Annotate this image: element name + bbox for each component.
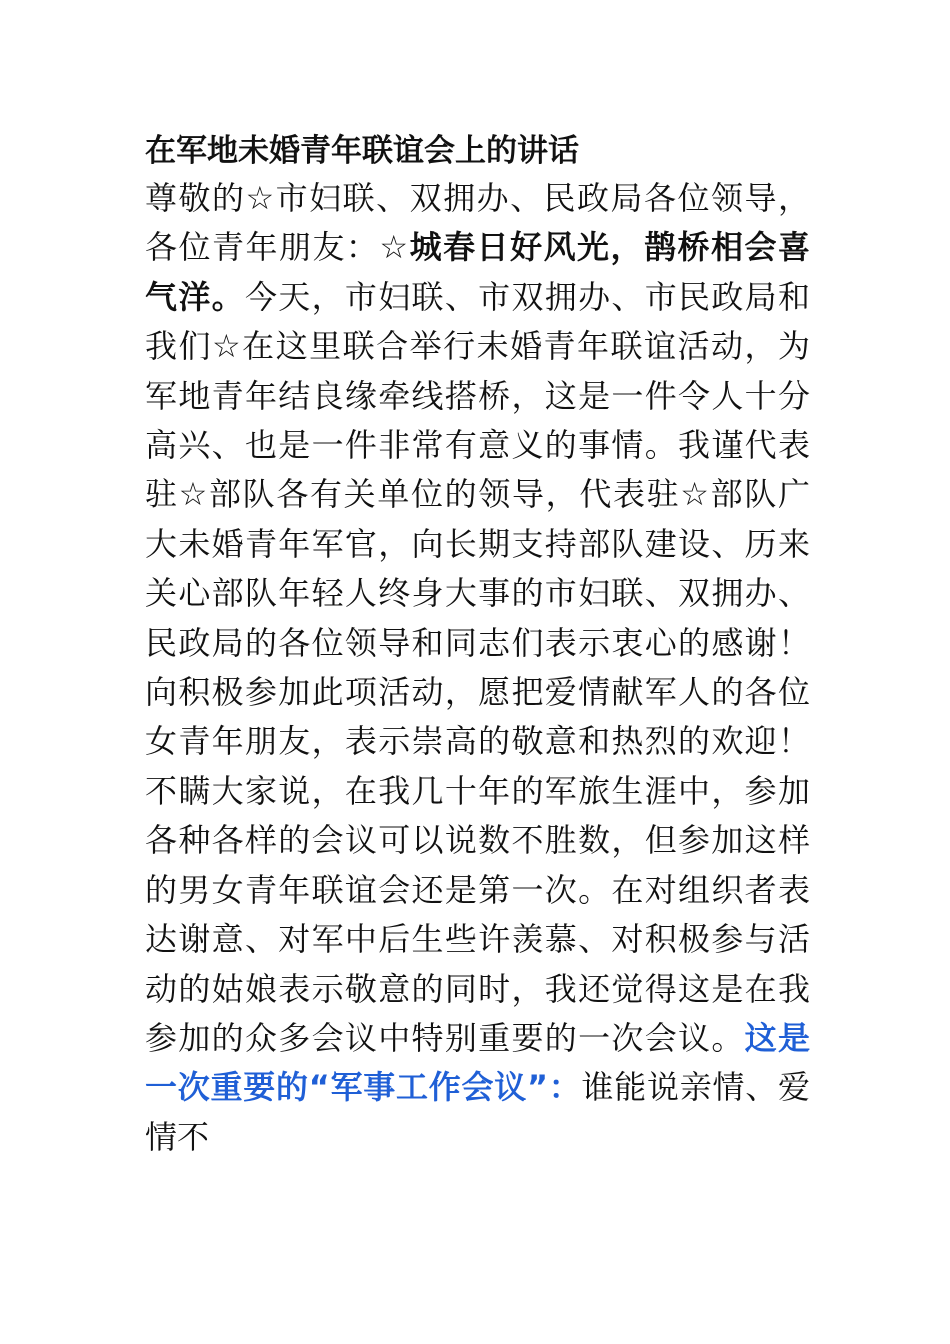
highlighted-heading-phrase: 这是一次重要的“军事工作会议”：	[145, 1018, 810, 1107]
document-content	[145, 128, 810, 1162]
document-body	[145, 174, 810, 1162]
main-paragraph-segment: 今天，市妇联、市双拥办、市民政局和我们☆在这里联合举行未婚青年联谊活动，为军地青年结良缘牵线搭桥，这是一件令人十分高兴、也是一件非常有意义的事情。我谨代表驻☆部队各有关单位的领导，代表驻☆部队广大未婚青年军官，向长期支持部队建设、历来关心部队年轻人终身大事的市妇联、双拥办、民政局的各位领导和同志们表示衷心的感谢！向积极参加此项活动，愿把爱情献军人的各位女青年朋友，表示崇高的敬意和热烈的欢迎！不瞒大家说，在我几十年的军旅生涯中，参加各种各样的会议可以说数不胜数，但参加这样的男女青年联谊会还是第一次。在对组织者表达谢意、对军中后生些许羡慕、对积极参与活动的姑娘表示敬意的同时，我还觉得这是在我参加的众多会议中特别重要的一次会议。	[145, 277, 810, 1057]
trailing-segment: 谁能说亲情、爱情不	[145, 1068, 810, 1156]
greeting-segment: 尊敬的☆市妇联、双拥办、民政局各位领导，各位青年朋友：☆	[145, 179, 810, 267]
bold-opening-phrase: 城春日好风光，鹊桥相会喜气洋。	[145, 228, 810, 316]
document-title: 在军地未婚青年联谊会上的讲话	[145, 133, 579, 169]
